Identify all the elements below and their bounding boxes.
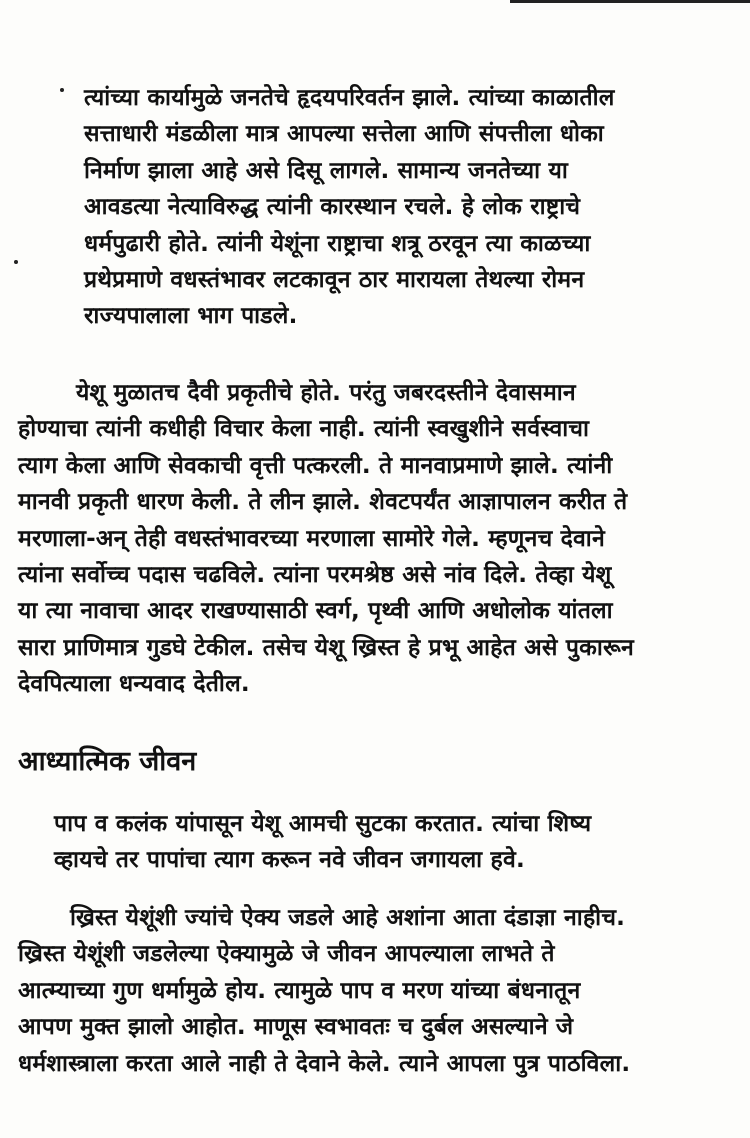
- text-line: त्यांना सर्वोच्च पदास चढविले. त्यांना परमश्रेष्ठ असे नांव दिले. तेव्हा येशू: [18, 562, 612, 589]
- text-line: या त्या नावाचा आदर राखण्यासाठी स्वर्ग, पृथ्वी आणि अधोलोक यांतला: [18, 598, 613, 625]
- text-line: निर्माण झाला आहे असे दिसू लागले. सामान्य जनतेच्या या: [84, 157, 568, 184]
- text-line: त्यांच्या कार्यामुळे जनतेचे हृदयपरिवर्तन झाले. त्यांच्या काळातील: [84, 85, 615, 111]
- text-line: मरणाला-अन् तेही वधस्तंभावरच्या मरणाला सामोरे गेले. म्हणूनच देवाने: [18, 525, 605, 552]
- text-line: व्हायचे तर पापांचा त्याग करून नवे जीवन जगायला हवे.: [54, 847, 525, 874]
- text-line: धर्मशास्त्राला करता आले नाही ते देवाने केले. त्याने आपला पुत्र पाठविला.: [18, 1050, 631, 1077]
- text-line: मानवी प्रकृती धारण केली. ते लीन झाले. शेवटपर्यंत आज्ञापालन करीत ते: [18, 489, 628, 516]
- text-line: होण्याचा त्यांनी कधीही विचार केला नाही. त्यांनी स्वखुशीने सर्वस्वाचा: [18, 416, 590, 443]
- text-line: पाप व कलंक यांपासून येशू आमची सुटका करतात. त्यांचा शिष्य: [54, 811, 592, 837]
- section-heading: आध्यात्मिक जीवन: [18, 746, 197, 777]
- text-line: राज्यपालाला भाग पाडले.: [84, 303, 298, 330]
- text-line: आवडत्या नेत्याविरुद्ध त्यांनी कारस्थान रचले. हे लोक राष्ट्राचे: [84, 194, 581, 221]
- text-line: सत्ताधारी मंडळीला मात्र आपल्या सत्तेला आणि संपत्तीला धोका: [84, 121, 604, 148]
- paragraph-2: [18, 375, 718, 703]
- text-line: ख्रिस्त येशूंशी ज्यांचे ऐक्य जडले आहे अशांना आता दंडाज्ञा नाहीच.: [70, 905, 626, 931]
- bullet-mark: [60, 88, 64, 92]
- text-line: आपण मुक्त झालो आहोत. माणूस स्वभावतः च दुर्बल असल्याने जे: [18, 1014, 574, 1041]
- margin-mark: [14, 260, 18, 264]
- paragraph-4: [18, 900, 728, 1082]
- text-line: धर्मपुढारी होते. त्यांनी येशूंना राष्ट्राचा शत्रू ठरवून त्या काळच्या: [84, 230, 591, 257]
- paragraph-1: [84, 80, 714, 335]
- text-line: त्याग केला आणि सेवकाची वृत्ती पत्करली. ते मानवाप्रमाणे झाले. त्यांनी: [18, 452, 613, 479]
- text-line: आत्म्याच्या गुण धर्मामुळे होय. त्यामुळे पाप व मरण यांच्या बंधनातून: [18, 977, 581, 1004]
- text-line: सारा प्राणिमात्र गुडघे टेकील. तसेच येशू ख्रिस्त हे प्रभू आहेत असे पुकारून: [18, 634, 635, 661]
- text-line: ख्रिस्त येशूंशी जडलेल्या ऐक्यामुळे जे जीवन आपल्याला लाभते ते: [18, 941, 555, 968]
- text-line: देवपित्याला धन्यवाद देतील.: [18, 671, 250, 698]
- paragraph-3: [54, 806, 714, 879]
- text-line: येशू मुळातच दैवी प्रकृतीचे होते. परंतु जबरदस्तीने देवासमान: [76, 380, 576, 406]
- top-edge-rule: [510, 0, 750, 3]
- text-line: प्रथेप्रमाणे वधस्तंभावर लटकावून ठार मारायला तेथल्या रोमन: [84, 267, 585, 294]
